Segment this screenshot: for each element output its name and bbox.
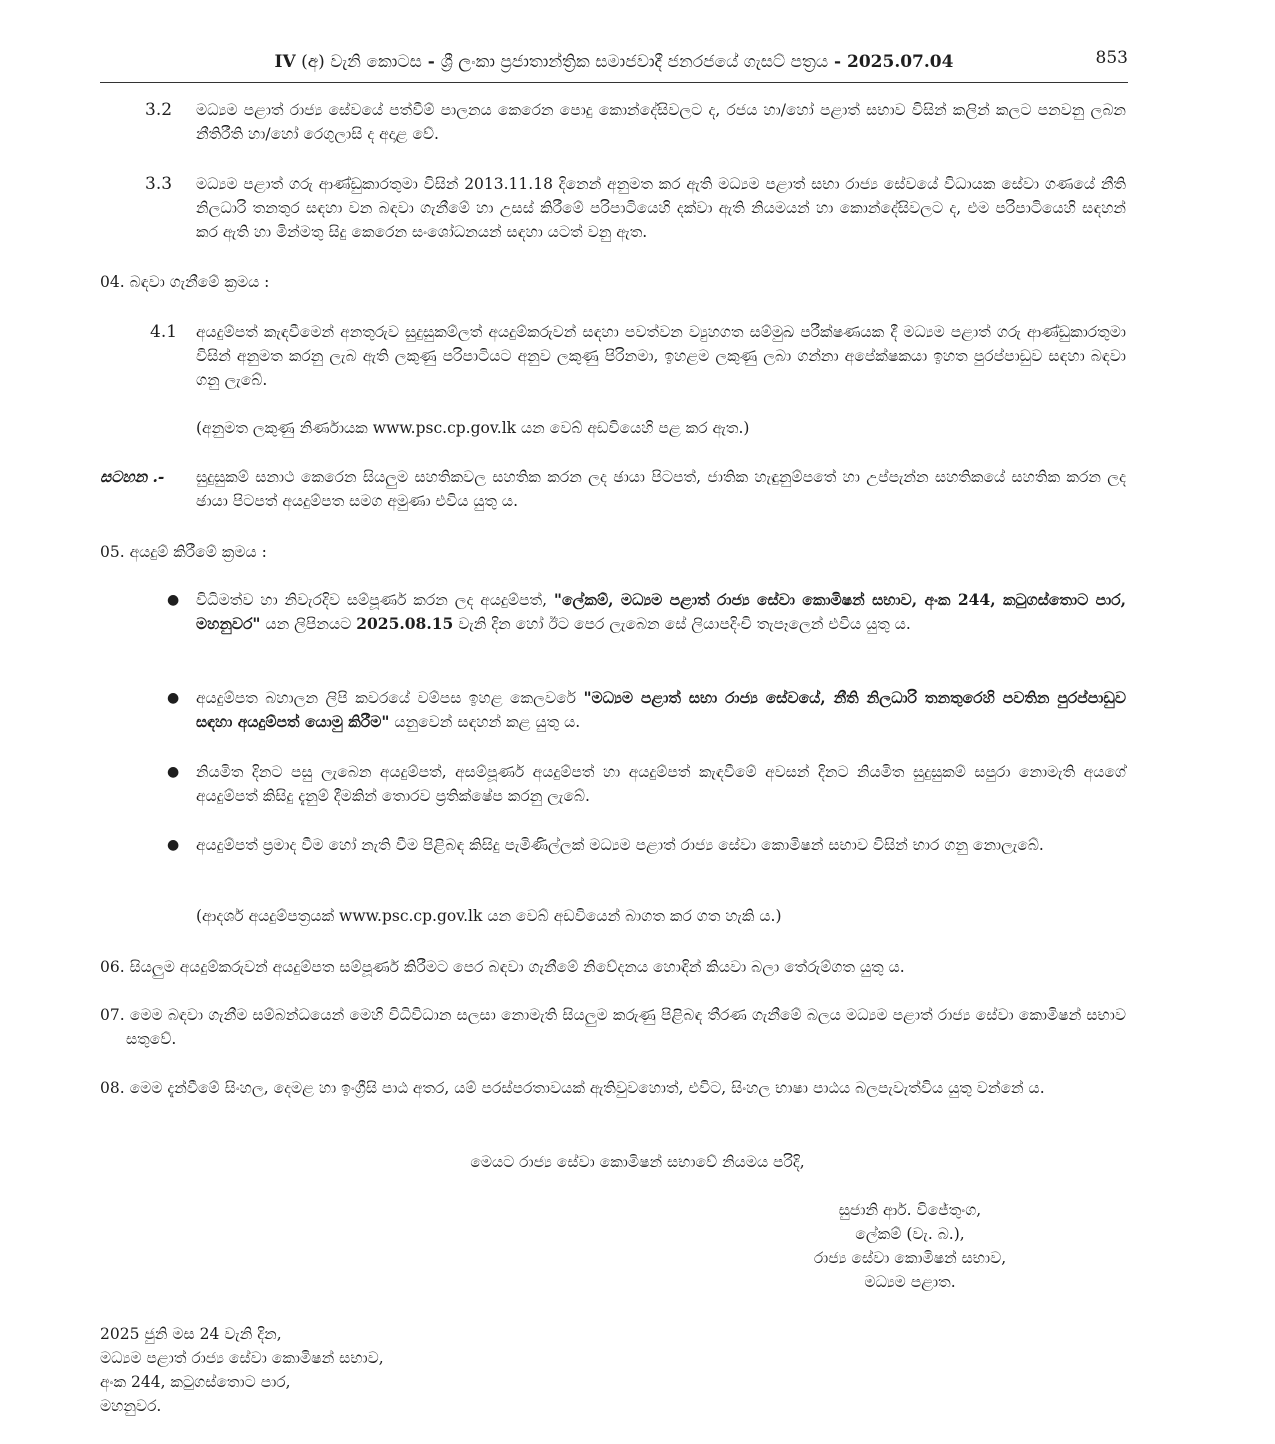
section-08-text: 08. මෙම දැන්වීමේ සිංහල, දෙමළ හා ඉංග්‍රීසි පාඨ අතර, යම් පරස්පරතාවයක් ඇතිවුවහොත්, එවිට, සිංහල භාෂා පාඨය බලපැවැත්විය යුතු වන්නේ ය. [100, 1079, 1045, 1097]
header-gazette-name: ශ්‍රී ලංකා ප්‍රජාතාන්ත්‍රික සමාජවාදී ජනරජයේ ගැසට් පත්‍රය [440, 52, 829, 72]
header-date: 2025.07.04 [847, 52, 954, 72]
bullet-2-caption: "මධ්‍යම පළාත් සභා රාජ්‍ය සේවයේ, නීති නිලධාරි තනතුරෙහි පවතින පුරප්පාඩුව සඳහා අයදුම්පත් යොමු කිරීම" [196, 688, 1126, 731]
page-number: 853 [1095, 48, 1128, 68]
section-06-text: 06. සියලුම අයදුම්කරුවන් අයදුම්පත සම්පූර්ණ කිරීමට පෙර බඳවා ගැනීමේ නිවේදනය හොඳින් කියවා බලා තේරුම්ගත යුතු ය. [100, 958, 905, 976]
address-line-2: අංක 244, කටුගස්තොට පාර, [100, 1373, 291, 1391]
bullet-1-part-5: වැනි දින හෝ ඊට පෙර ලැබෙන සේ ලියාපදිංචි තැපෑලෙන් එවිය යුතු ය. [453, 615, 911, 633]
bullet-2-text [196, 686, 1126, 734]
header-part-sub: (අ) වැනි කොටස [301, 52, 422, 72]
section-05-note: (ආදර්ශ අයදුම්පත්‍රයක් www.psc.cp.gov.lk යන වෙබ් අඩවියෙන් බාගත කර ගත හැකි ය.) [196, 907, 782, 925]
signatory-province: මධ්‍යම පළාත. [864, 1273, 956, 1291]
bullet-2-part-1: අයදුම්පත බහාලන ලිපි කවරයේ වම්පස ඉහළ කෙලවරේ [196, 689, 584, 707]
address-line-3: මහනුවර. [100, 1397, 162, 1415]
header-separator-2: - [828, 52, 847, 72]
section-4-1-number: 4.1 [150, 322, 178, 342]
note-label: සටහන .- [100, 467, 165, 486]
section-3-3-text: මධ්‍යම පළාත් ගරු ආණ්ඩුකාරතුමා විසින් 2013.11.18 දිනෙන් අනුමත කර ඇති මධ්‍යම පළාත් සභා රාජ්‍ය සේවයේ විධායක සේවා ගණයේ නීති නිලධාරි තනතුර සඳහා වන බඳවා ගැනීමේ හා උසස් කිරීමේ පරිපාටියෙහි දක්වා ඇති නියමයන් හා කොන්දේසිවලට ද, එම පරිපාටියෙහි සඳහන් කර ඇති හා මින්මතු සිදු කෙරෙන සංශෝධනයන් සඳහා යටත් වනු ඇත. [196, 175, 1126, 241]
note-text: සුදුසුකම් සනාථ කෙරෙන සියලුම සහතිකවල සහතික කරන ලද ඡායා පිටපත්, ජාතික හැඳුනුම්පතේ හා උප්පැන්න සහතිකයේ සහතික කරන ලද ඡායා පිටපත් අයදුම්පත සමග අමුණා එවිය යුතු ය. [196, 468, 1126, 510]
page-header [100, 46, 1128, 83]
address-block [100, 1322, 600, 1418]
header-separator: - [421, 52, 441, 72]
bullet-3-text: නියමිත දිනට පසු ලැබෙන අයදුම්පත්, අසම්පූර්ණ අයදුම්පත් හා අයදුම්පත් කැඳවීමේ අවසන් දිනට නියමිත සුදුසුකම් සපුරා නොමැති අයගේ අයදුම්පත් කිසිදු දැනුම් දීමකින් තොරව ප්‍රතික්ෂේප කරනු ලැබේ. [196, 763, 1126, 805]
bullet-1-glyph: ● [167, 592, 180, 608]
bullet-1-deadline: 2025.08.15 [356, 614, 454, 633]
section-3-2-text: මධ්‍යම පළාත් රාජ්‍ය සේවයේ පත්වීම් පාලනය කෙරෙන පොදු කොන්දේසිවලට ද, රජය හා/හෝ පළාත් සභාව විසින් කලින් කලට පනවනු ලබන නීතිරීති හා/හෝ රෙගුලාසි ද අදාළ වේ. [196, 101, 1126, 143]
bullet-2-part-3: යනුවෙන් සඳහන් කළ යුතු ය. [389, 713, 581, 731]
header-part: IV [274, 52, 296, 72]
bullet-1-part-3: යන ලිපිනයට [260, 615, 357, 633]
bullet-3-glyph: ● [167, 764, 180, 780]
signature-block [760, 1198, 1060, 1294]
section-3-2-number: 3.2 [145, 100, 173, 120]
section-3-3-number: 3.3 [145, 174, 173, 194]
section-4-1-text: අයදුම්පත් කැඳවීමෙන් අනතුරුව සුදුසුකම්ලත් අයදුම්කරුවන් සඳහා පවත්වන ව්‍යුහගත සම්මුඛ පරීක්ෂණයක දී මධ්‍යම පළාත් ගරු ආණ්ඩුකාරතුමා විසින් අනුමත කරනු ලැබ ඇති ලකුණු පරිපාටියට අනුව ලකුණු පිරිනමා, ඉහළම ලකුණු ලබා ගන්නා අපේක්ෂකයා ඉහත පුරප්පාඩුව සඳහා බඳවා ගනු ලැබේ. [196, 323, 1126, 389]
section-07-text: 07. මෙම බඳවා ගැනීම සම්බන්ධයෙන් මෙහි විධිවිධාන සලසා නොමැති සියලුම කරුණු පිළිබඳ තීරණ ගැනීමේ බලය මධ්‍යම පළාත් රාජ්‍ය සේවා කොමිෂන් සභාව සතුවේ. [100, 1006, 1126, 1048]
bullet-2-glyph: ● [167, 690, 180, 706]
address-date: 2025 ජුනි මස 24 වැනි දින, [100, 1325, 282, 1343]
address-line-1: මධ්‍යම පළාත් රාජ්‍ය සේවා කොමිෂන් සභාව, [100, 1349, 384, 1367]
signatory-name: සුජානි ආර්. විජේතුංග, [838, 1201, 982, 1219]
bullet-1-text [196, 588, 1126, 636]
bullet-4-text: අයදුම්පත් ප්‍රමාද වීම හෝ නැති වීම පිළිබඳ කිසිදු පැමිණිල්ලක් මධ්‍යම පළාත් රාජ්‍ය සේවා කොමිෂන් සභාව විසින් භාර ගනු නොලැබේ. [196, 836, 1044, 854]
signatory-title: ලේකම් (වැ. බ.), [855, 1225, 965, 1243]
bullet-1-part-1: විධිමත්ව හා නිවැරදිව සම්පූර්ණ කරන ලද අයදුම්පත්, [196, 591, 554, 609]
bullet-1-address: "ලේකම්, මධ්‍යම පළාත් රාජ්‍ය සේවා කොමිෂන් සභාව, අංක 244, කටුගස්තොට පාර, මහනුවර" [196, 590, 1126, 633]
section-05-heading: 05. අයදුම් කිරීමේ ක්‍රමය : [100, 543, 267, 561]
section-04-heading: 04. බඳවා ගැනීමේ ක්‍රමය : [100, 273, 270, 291]
signatory-office: රාජ්‍ය සේවා කොමිෂන් සභාව, [813, 1249, 1007, 1267]
order-line: මෙයට රාජ්‍ය සේවා කොමිෂන් සභාවේ නියමය පරිදි, [470, 1153, 805, 1171]
section-4-1-note: (අනුමත ලකුණු නිර්ණායක www.psc.cp.gov.lk යන වෙබ් අඩවියෙහි පළ කර ඇත.) [196, 419, 750, 437]
bullet-4-glyph: ● [167, 837, 180, 853]
header-title [100, 52, 1128, 72]
